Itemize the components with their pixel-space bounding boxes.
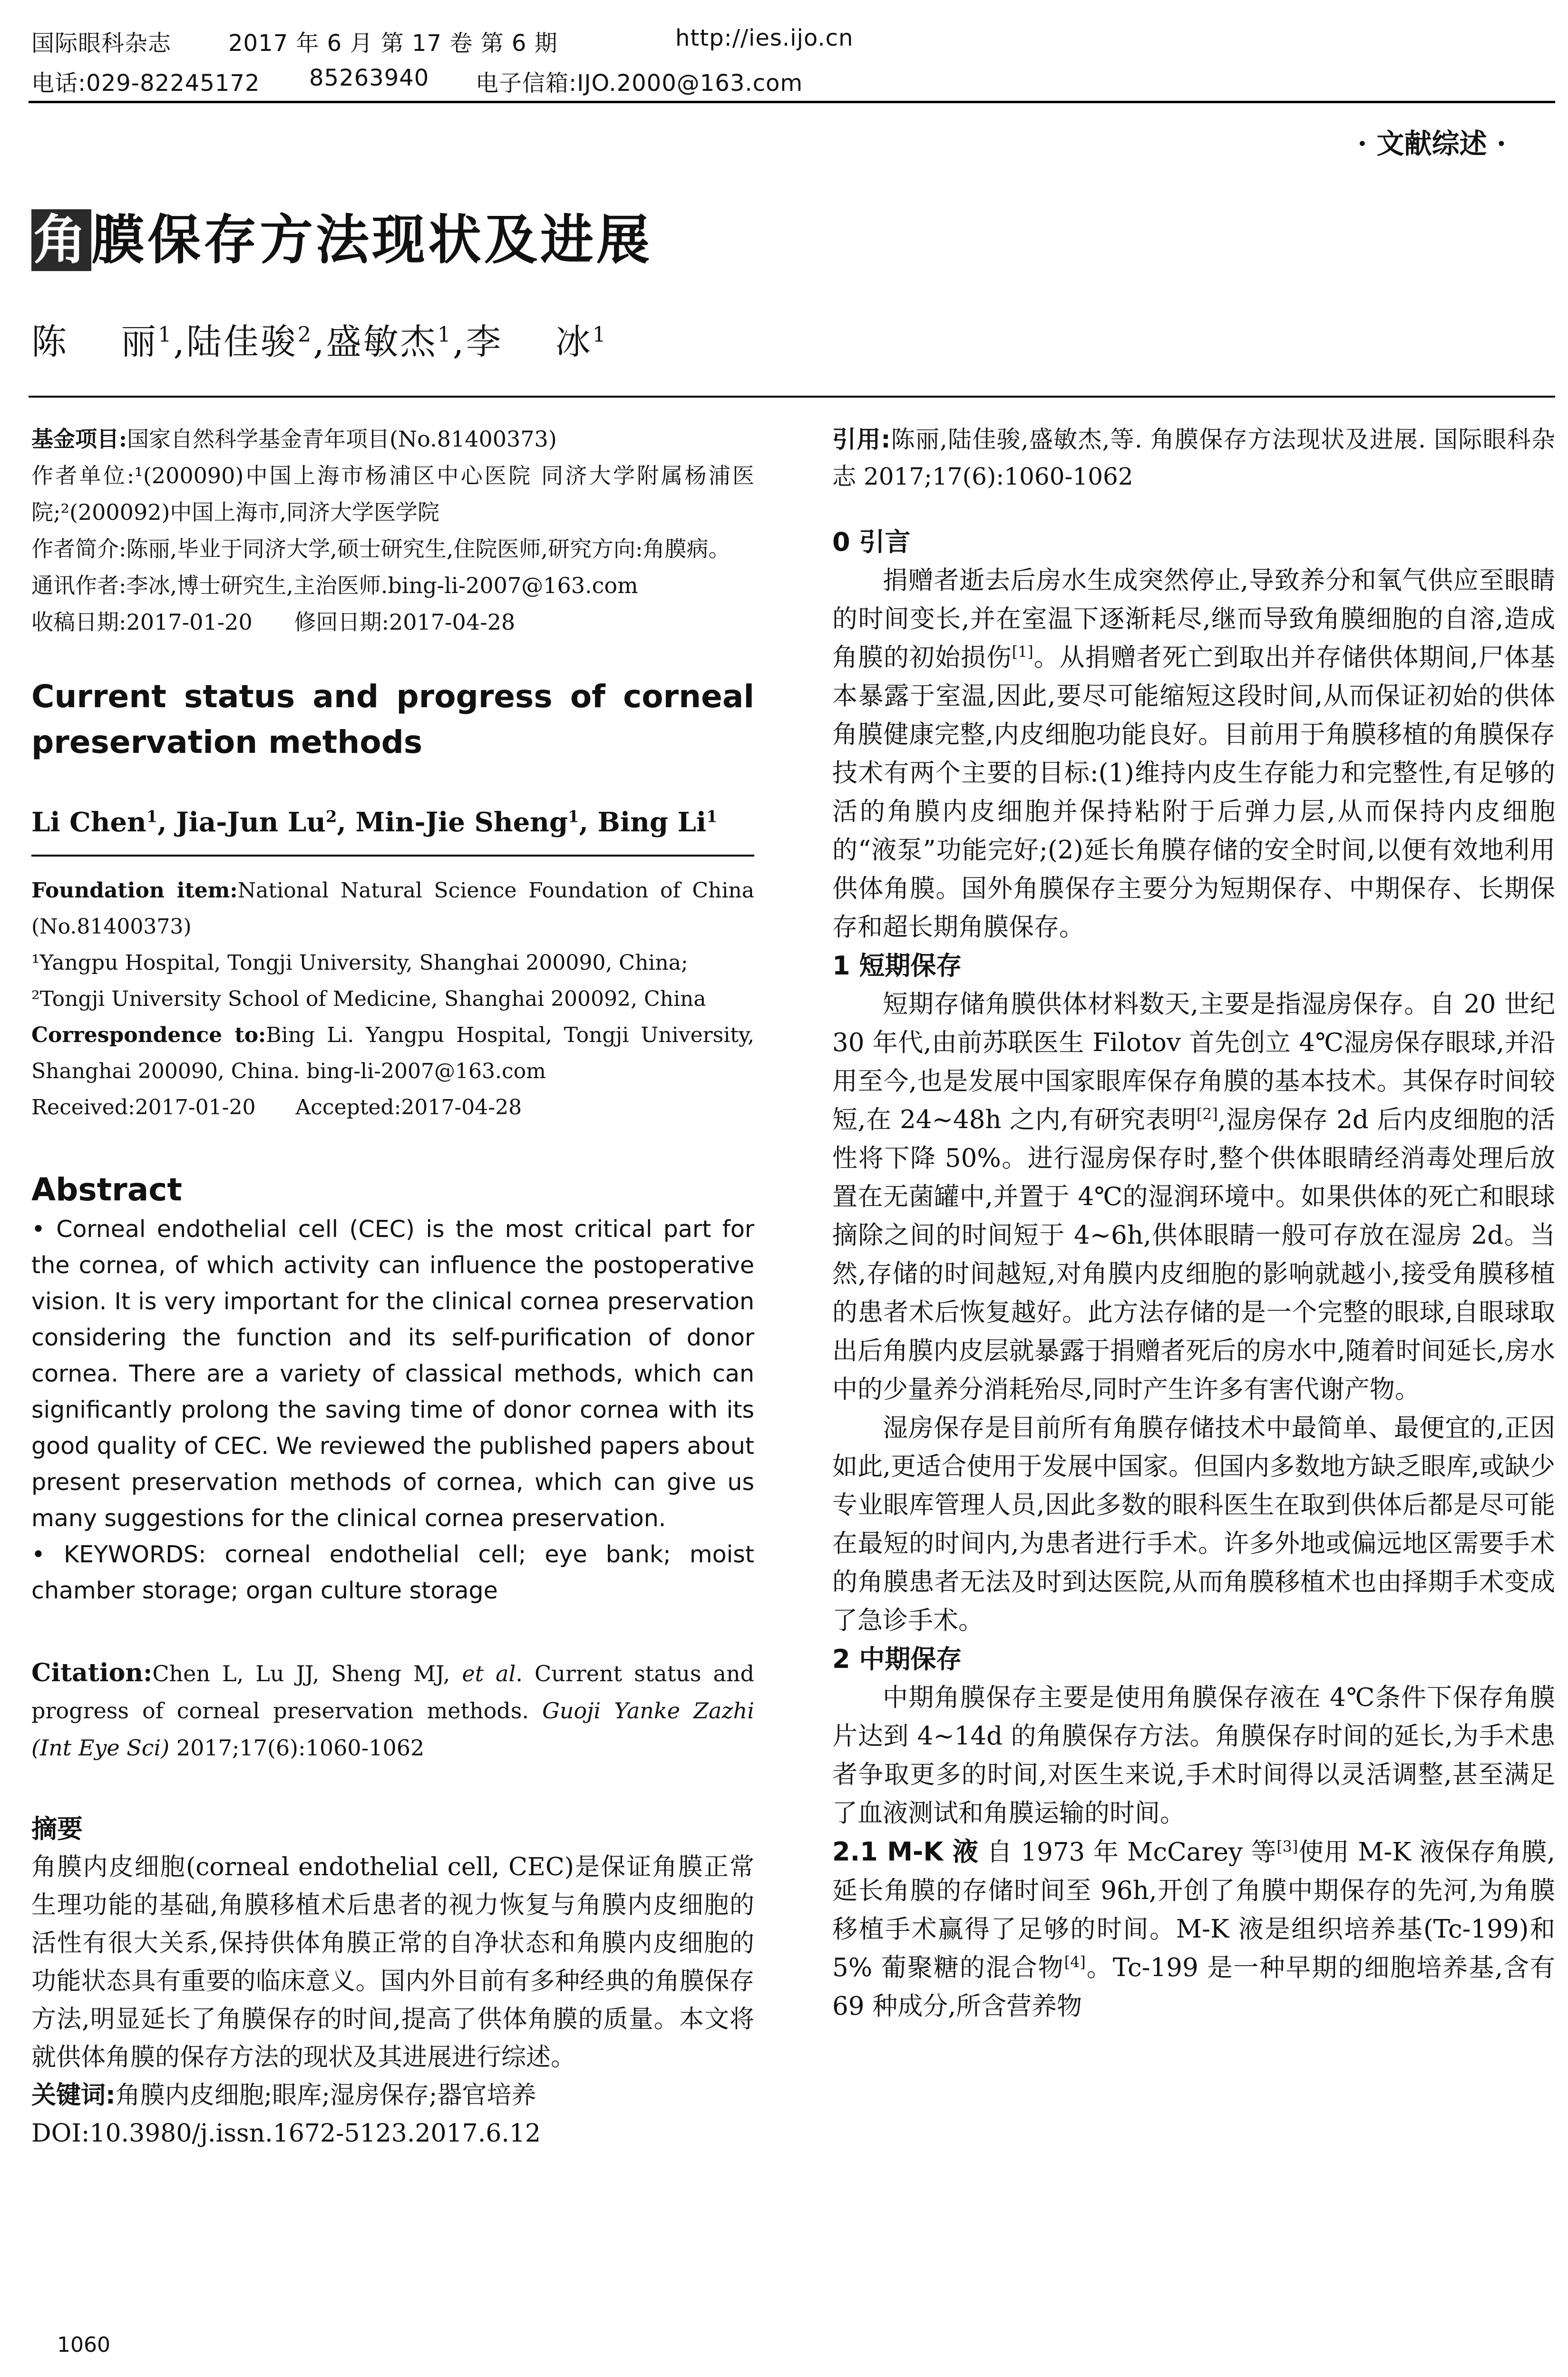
phone: 电话:029-82245172 [31, 70, 260, 97]
citation-cn-text: 陈丽,陆佳骏,盛敏杰,等. 角膜保存方法现状及进展. 国际眼科杂志 2017;17(6):1060-1062 [832, 426, 1555, 490]
author-en-name: Li Chen [31, 807, 146, 838]
author-en-sup: 1 [706, 807, 718, 826]
author-cn-name: 李 冰 [466, 321, 593, 362]
unit-line [31, 458, 754, 531]
section-label: · 文献综述 · [1357, 127, 1506, 160]
authors-en-rule [31, 855, 754, 857]
section-2-heading: 2 中期保存 [832, 1644, 962, 1674]
fund-text: 国家自然科学基金青年项目(No.81400373) [127, 426, 557, 452]
summary-text: 角膜内皮细胞(corneal endothelial cell, CEC)是保证角膜正常生理功能的基础,角膜移植术后患者的视力恢复与角膜内皮细胞的活性有很大关系,保持供体角膜正常的自净状态和角膜内皮细胞的功能状态具有重要的临床意义。国内外目前有多种经典的角膜保存方法,明显延长了角膜保存的时间,提高了供体角膜的质量。本文将就供体角膜的保存方法的现状及其进展进行综述。 [31, 1853, 754, 2072]
corr-line [31, 567, 754, 604]
citation-title: . Current status and progress of corneal preservation methods. [31, 1661, 754, 1724]
para-text: 捐赠者逝去后房水生成突然停止,导致养分和氧气供应至眼睛的时间变长,并在室温下逐渐耗尽,继而导致角膜细胞的自溶,造成角膜的初始损伤 [832, 566, 1555, 672]
correspondence-label: Correspondence to: [31, 1023, 266, 1047]
title-first-char: 角 [31, 209, 91, 271]
header-rule [29, 101, 1555, 103]
keywords-en: • KEYWORDS: corneal endothelial cell; eye bank; moist chamber storage; organ culture storage [31, 1541, 754, 1604]
para-text: 。Tc-199 是一种早期的细胞培养基,含有 69 种成分,所含营养物 [832, 1953, 1555, 2021]
author-en-name: Bing Li [597, 807, 707, 838]
section-1-para-2: 湿房保存是目前所有角膜存储技术中最简单、最便宜的,正因如此,更适合使用于发展中国家。但国内多数地方缺乏眼库,或缺少专业眼库管理人员,因此多数的眼科医生在取到供体后都是尽可能在最短的时间内,为患者进行手术。许多外地或偏远地区需要手术的角膜患者无法及时到达医院,从而角膜移植术也由择期手术变成了急诊手术。 [832, 1413, 1555, 1635]
citation-label: Citation: [31, 1658, 153, 1687]
title-rest: 膜保存方法现状及进展 [91, 209, 653, 271]
keywords-cn-text: 角膜内皮细胞;眼库;湿房保存;器官培养 [115, 2081, 536, 2110]
abstract-heading: Abstract [31, 1171, 182, 1208]
doi: DOI:10.3980/j.issn.1672-5123.2017.6.12 [31, 2119, 541, 2148]
right-column [832, 421, 1555, 2026]
bio-line [31, 531, 754, 567]
correspondence-text: Bing Li. Yangpu Hospital, Tongji University, Shanghai 200090, China. bing-li-2007@163.com [31, 1023, 754, 1083]
title-rule [29, 396, 1555, 398]
section-1-heading: 1 短期保存 [832, 951, 962, 981]
author-cn-sup: 2 [297, 322, 313, 347]
section-2-para: 中期角膜保存主要是使用角膜保存液在 4℃条件下保存角膜片达到 4~14d 的角膜保存方法。角膜保存时间的延长,为手术患者争取更多的时间,对医生来说,手术时间得以灵活调整,甚至满足了血液测试和角膜运输的时间。 [832, 1683, 1555, 1828]
author-cn-name: 盛敏杰 [326, 321, 438, 362]
citation-cn-label: 引用: [832, 426, 891, 453]
aff-1: ¹Yangpu Hospital, Tongji University, Shanghai 200090, China; [31, 951, 688, 975]
foundation-text: National Natural Science Foundation of China (No.81400373) [31, 878, 754, 939]
abstract-text: • Corneal endothelial cell (CEC) is the most critical part for the cornea, of which activity can influence the postoperative vision. It is very important for the clinical cornea preservation considering the function and its self-purification of donor cornea. There are a variety of classical methods, which can significantly prolong the saving time of donor cornea with its good quality of CEC. We reviewed the published papers about present preservation methods of cornea, which can give us many suggestions for the clinical cornea preservation. [31, 1216, 754, 1532]
keywords-cn [31, 2076, 754, 2114]
aff-2: ²Tongji University School of Medicine, Shanghai 200092, China [31, 987, 706, 1011]
page-title [31, 197, 653, 274]
summary-body [31, 1848, 754, 2153]
author-cn-sup: 1 [158, 322, 174, 347]
author-en-sup: 1 [568, 807, 579, 826]
affiliation-block [31, 873, 754, 1126]
ref-mark: [3] [1276, 1838, 1298, 1856]
correspondence-line [31, 1017, 754, 1090]
bio-label: 作者简介: [31, 536, 127, 562]
corr-text: 李冰,博士研究生,主治医师.bing-li-2007@163.com [126, 573, 638, 598]
author-en-sup: 2 [325, 807, 337, 826]
ref-mark: [1] [1012, 643, 1033, 661]
keywords-cn-label: 关键词: [31, 2081, 116, 2110]
section-2-1-para [832, 1832, 1555, 2026]
unit-text: ¹(200090)中国上海市杨浦区中心医院 同济大学附属杨浦医院;²(200092)中国上海市,同济大学医学院 [31, 463, 755, 525]
foundation-line [31, 873, 754, 945]
section-2-1-heading: 2.1 M-K 液 [832, 1837, 979, 1867]
para-text: 自 1973 年 McCarey 等 [987, 1838, 1277, 1867]
author-cn-sup: 1 [592, 322, 608, 347]
authors-cn: 陈 丽$^1$,陆佳骏$^2$,盛敏杰$^1$,李 冰$^1$ [31, 321, 608, 362]
para-text: 短期存储角膜供体材料数天,主要是指湿房保存。自 20 世纪 30 年代,由前苏联医生 Filotov 首先创立 4℃湿房保存眼球,并沿用至今,也是发展中国家眼库保存角膜的基本技术。其保存时间较短,在 24~48h 之内,有研究表明 [832, 990, 1555, 1134]
email: 电子信箱:IJO.2000@163.com [476, 70, 803, 97]
citation-en [31, 1655, 754, 1766]
author-cn-name: 陈 丽 [31, 321, 158, 362]
revised-cn: 修回日期:2017-04-28 [294, 609, 516, 635]
ref-mark: [2] [1196, 1105, 1218, 1123]
page-number: 1060 [57, 2333, 110, 2357]
fund-line [31, 421, 754, 458]
section-1-para-1 [832, 985, 1555, 1409]
title-en: Current status and progress of corneal preservation methods [31, 678, 754, 760]
corr-label: 通讯作者: [31, 573, 127, 598]
journal-name: 国际眼科杂志 [31, 30, 172, 57]
citation-authors: Chen L, Lu JJ, Sheng MJ, [152, 1661, 450, 1686]
summary-heading: 摘要 [31, 1814, 83, 1844]
dates-cn [31, 604, 754, 641]
phone-2: 85263940 [309, 65, 429, 91]
fund-label: 基金项目: [31, 426, 127, 452]
bio-text: 陈丽,毕业于同济大学,硕士研究生,住院医师,研究方向:角膜病。 [126, 536, 730, 562]
received-en: Received:2017-01-20 [31, 1095, 256, 1120]
dates-en [31, 1090, 754, 1126]
para-text: 使用 M-K 液保存角膜,延长角膜的存储时间至 96h,开创了角膜中期保存的先河,为角膜移植手术赢得了足够的时间。M-K 液是组织培养基(Tc-199)和 5% 葡聚糖的混合物 [832, 1838, 1555, 1982]
abstract-body [31, 1211, 754, 1609]
authors-en: Li Chen$^1$, Jia-Jun Lu$^2$, Min-Jie Sheng$^1$, Bing Li$^1$ [31, 807, 718, 838]
issue-info: 2017 年 6 月 第 17 卷 第 6 期 [228, 30, 558, 57]
journal-url: http://ies.ijo.cn [675, 25, 854, 51]
citation-vol: 2017;17(6):1060-1062 [176, 1735, 425, 1761]
section-0-para [832, 561, 1555, 946]
author-en-name: Min-Jie Sheng [355, 807, 568, 838]
author-en-sup: 1 [146, 807, 158, 826]
citation-cn [832, 421, 1555, 495]
foundation-label: Foundation item: [31, 878, 238, 903]
author-cn-sup: 1 [437, 322, 453, 347]
author-cn-name: 陆佳骏 [186, 321, 298, 362]
citation-etal: et al [462, 1661, 516, 1686]
ref-mark: [4] [1064, 1953, 1086, 1971]
para-text: 。从捐赠者死亡到取出并存储供体期间,尸体基本暴露于室温,因此,要尽可能缩短这段时间,从而保证初始的供体角膜健康完整,内皮细胞功能良好。目前用于角膜移植的角膜保存技术有两个主要的目标:(1)维持内皮生存能力和完整性,有足够的活的角膜内皮细胞并保持粘附于后弹力层,从而保持内皮细胞的“液泵”功能完好;(2)延长角膜存储的安全时间,以便有效地利用供体角膜。国外角膜保存主要分为短期保存、中期保存、长期保存和超长期角膜保存。 [832, 643, 1555, 942]
citation-journal: Guoji Yanke Zazhi (Int Eye Sci) [31, 1698, 754, 1761]
section-0-heading: 0 引言 [832, 527, 911, 557]
received-cn: 收稿日期:2017-01-20 [31, 609, 253, 635]
unit-label: 作者单位: [31, 463, 135, 488]
para-text: ,湿房保存 2d 后内皮细胞的活性将下降 50%。进行湿房保存时,整个供体眼睛经消毒处理后放置在无菌罐中,并置于 4℃的湿润环境中。如果供体的死亡和眼球摘除之间的时间短于 4~6h,供体眼睛一般可存放在湿房 2d。当然,存储的时间越短,对角膜内皮细胞的影响就越小,接受角膜移植的患者术后恢复越好。此方法存储的是一个完整的眼球,自眼球取出后角膜内皮层就暴露于捐赠者死后的房水中,随着时间延长,房水中的少量养分消耗殆尽,同时产生许多有害代谢产物。 [832, 1105, 1555, 1404]
accepted-en: Accepted:2017-04-28 [295, 1095, 522, 1120]
left-column [31, 421, 754, 2153]
author-en-name: Jia-Jun Lu [176, 807, 326, 838]
